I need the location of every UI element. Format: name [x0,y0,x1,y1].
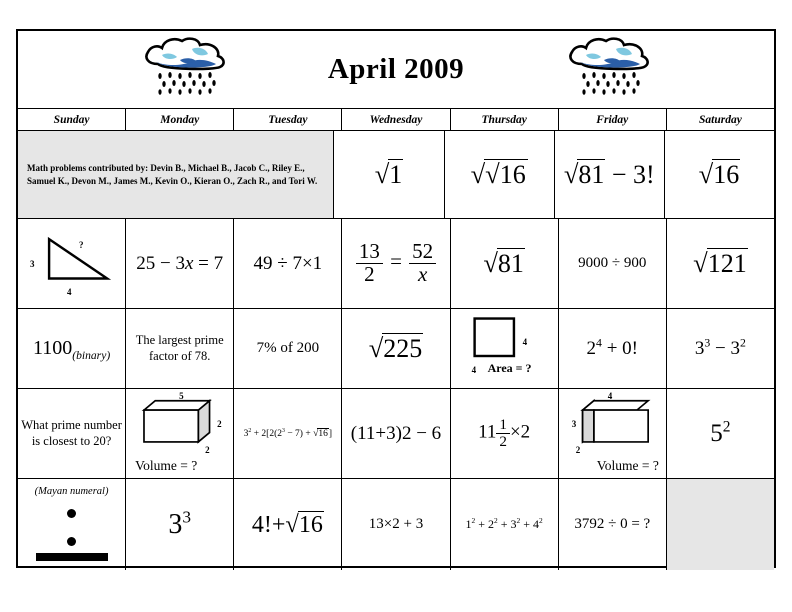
day-cell-sunday-w2 [18,219,126,308]
day-cell-tuesday-w4 [234,389,342,478]
weekday-header-friday: Friday [559,109,667,130]
fraction-denominator: 2 [499,433,507,450]
rectangular-prism-figure [129,391,230,476]
day-cell-wednesday-w2 [342,219,450,308]
day-cell-friday-w3 [559,309,667,388]
math-expression: √81 [483,248,524,278]
mayan-numeral-figure [21,481,122,568]
fraction-numerator: 1 [496,417,510,434]
day-cell-monday-w2 [126,219,234,308]
page-title: April 2009 [327,53,465,85]
day-cell-wednesday-w4 [342,389,450,478]
prism-label-right: 2 [217,419,222,429]
mixed-number-whole: 11 [478,421,497,443]
math-expression: √225 [368,333,423,363]
weekday-header-monday: Monday [126,109,234,130]
weekday-header-wednesday: Wednesday [342,109,450,130]
math-expression: 9000 ÷ 900 [578,255,647,271]
day-cell-monday-w3 [126,309,234,388]
math-expression: $5^2$ [710,418,731,447]
right-triangle-figure [21,221,122,306]
prism-caption-volume: Volume = ? [596,458,659,473]
math-expression: $1^2 + 2^2 + 3^2 + 4^2$ [465,516,543,531]
triangle-label-leg-vertical: 3 [30,259,35,269]
day-cell-wednesday-w1 [334,131,444,218]
square-label-side-right: 4 [522,337,528,347]
weekday-header-sunday: Sunday [18,109,126,130]
math-expression: √121 [693,248,747,278]
day-cell-tuesday-w2 [234,219,342,308]
equals-sign: = [390,249,402,274]
day-cell-saturday-w2 [667,219,774,308]
day-cell-saturday-w5 [667,479,774,570]
day-cell-wednesday-w3 [342,309,450,388]
prism-label-left: 3 [571,419,577,429]
weekday-header-row [18,109,774,131]
day-cell-monday-w4 [126,389,234,478]
math-expression: $3^3$ [168,507,192,540]
weekday-header-tuesday: Tuesday [234,109,342,130]
calendar [16,29,776,568]
week-row [18,219,774,309]
math-expression: (11+3)2 − 6 [350,422,442,444]
day-cell-wednesday-w5 [342,479,450,570]
rain-cloud-icon [136,36,232,102]
day-cell-tuesday-w3 [234,309,342,388]
math-prose: The largest prime factor of 78. [135,333,224,363]
math-expression: √√16 [470,159,526,189]
day-cell-thursday-w5 [451,479,559,570]
rain-cloud-icon [560,36,656,102]
triangle-label-hypotenuse: ? [79,240,84,250]
week-row [18,309,774,389]
day-cell-friday-w5 [559,479,667,570]
square-label-side-bottom: 4 [471,365,477,375]
prism-label-top: 5 [179,391,184,401]
fraction-denominator: 2 [364,262,375,286]
multiplier: ×2 [509,421,531,443]
mayan-numeral-label: (Mayan numeral) [34,486,109,497]
day-cell-thursday-w4 [451,389,559,478]
week-row [18,479,774,570]
day-cell-sunday-w5 [18,479,126,570]
day-cell-saturday-w1 [665,131,774,218]
math-expression [478,417,530,450]
mayan-bar [36,553,108,561]
day-cell-friday-w4 [559,389,667,478]
math-expression: 3792 ÷ 0 = ? [574,516,651,532]
day-cell-thursday-w1 [445,131,555,218]
prism-caption-volume: Volume = ? [135,458,198,473]
mayan-dot [67,509,76,518]
math-expression: $3^2 + 2[2(2^3 - 7) + √16]$ [243,427,333,439]
contributors-note: Math problems contributed by: Devin B., Michael B., Jacob C., Riley E., Samuel K., Devon M., James M., Kevin O., Kieran O., Zach R., and Tori W. [27,162,318,186]
math-expression: $3^3 - 3^2$ [694,336,746,359]
day-cell-monday-w5 [126,479,234,570]
math-expression: √1 [374,159,403,189]
prism-label-depth: 2 [575,445,581,455]
day-cell-friday-w1 [555,131,665,218]
day-cell-saturday-w4 [667,389,774,478]
day-cell-contributors [18,131,334,218]
square-area-figure [454,311,555,386]
binary-value: 1100 [32,337,73,359]
math-expression [354,241,438,286]
day-cell-sunday-w3 [18,309,126,388]
triangle-label-leg-horizontal: 4 [67,287,72,297]
day-cell-sunday-w4 [18,389,126,478]
math-expression: 7% of 200 [256,340,320,356]
day-cell-tuesday-w5 [234,479,342,570]
math-expression [33,337,110,360]
math-expression: √81 − 3! [563,159,655,189]
binary-subscript: (binary) [72,349,111,362]
prism-label-depth: 2 [205,445,210,455]
square-caption-area: Area = ? [487,361,532,375]
fraction-denominator: x [417,262,428,286]
math-expression: $2^4 + 0$! [586,336,638,359]
calendar-header [18,31,774,109]
day-cell-thursday-w2 [451,219,559,308]
week-row [18,131,774,219]
weekday-header-thursday: Thursday [451,109,559,130]
math-prose: What prime number is closest to 20? [21,418,122,448]
math-expression: 4!+√16 [251,510,323,538]
calendar-body [18,131,774,570]
fraction-numerator: 52 [409,241,436,264]
day-cell-friday-w2 [559,219,667,308]
math-expression: √16 [698,159,740,189]
day-cell-saturday-w3 [667,309,774,388]
weekday-header-saturday: Saturday [699,113,742,126]
week-row [18,389,774,479]
math-expression: 25 − 3x = 7 [136,252,224,274]
day-cell-thursday-w3 [451,309,559,388]
rectangular-prism-figure [562,391,663,476]
mayan-dot [67,537,76,546]
fraction-numerator: 13 [356,241,383,264]
math-expression: 13×2 + 3 [368,516,424,532]
prism-label-top: 4 [607,391,613,401]
math-expression: 49 ÷ 7×1 [253,252,323,274]
